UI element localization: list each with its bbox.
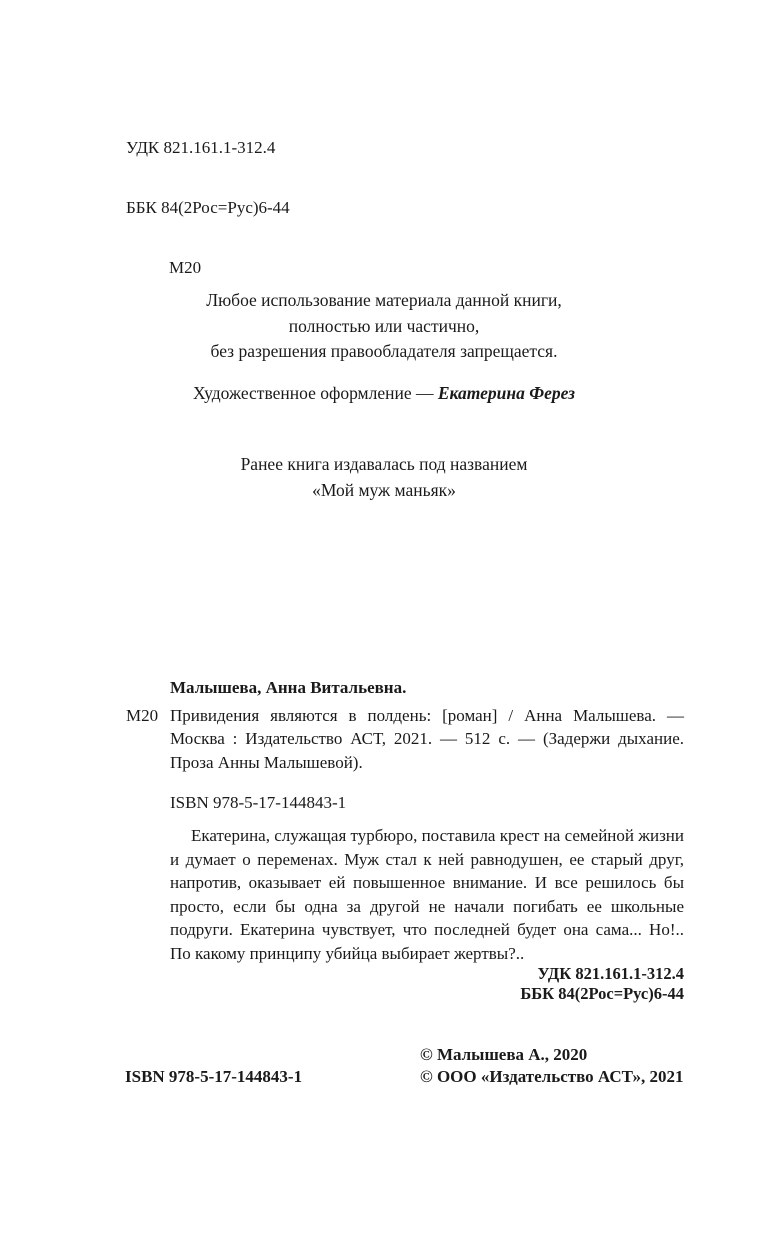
cip-description: Привидения являются в полдень: [роман] / Анна Малышева. — Москва : Издательство АСТ, 2021. — 512 с. — (Задержи дыхание. Проза Анны Малышевой). <box>170 705 684 772</box>
cip-author: Малышева, Анна Витальевна. <box>170 678 407 697</box>
former-title-note <box>0 451 768 503</box>
designer-name: Екатерина Ферез <box>437 383 575 403</box>
rights-notice-line-3: без разрешения правообладателя запрещается. <box>210 341 558 361</box>
cip-body <box>126 704 684 775</box>
cip-author-code: М20 <box>126 705 159 725</box>
udk-code-repeat: УДК 821.161.1-312.4 <box>537 964 684 983</box>
rights-notice-line-1: Любое использование материала данной книги, <box>206 290 562 310</box>
classification-block <box>126 98 290 318</box>
book-annotation: Екатерина, служащая турбюро, поставила крест на семейной жизни и думает о переменах. Муж стал к ней равнодушен, ее старый друг, напротив, оказывает ей повышенное внимание. И все решилось бы просто, если бы одна за другой не начали погибать ее школьные подруги. Екатерина чувствует, что последней будет она сама... Но!.. По какому принципу убийца выбирает жертвы?.. <box>170 826 684 963</box>
author-code: М20 <box>169 258 202 277</box>
cip-isbn: ISBN 978-5-17-144843-1 <box>170 793 347 812</box>
former-title-line-2: «Мой муж маньяк» <box>312 480 456 500</box>
footer-isbn: ISBN 978-5-17-144843-1 <box>125 1067 303 1086</box>
copyright-block <box>420 1044 684 1088</box>
design-credit <box>0 381 768 406</box>
udk-code: УДК 821.161.1-312.4 <box>126 138 276 157</box>
former-title-line-1: Ранее книга издавалась под названием <box>240 454 528 474</box>
design-credit-label: Художественное оформление — <box>193 383 438 403</box>
rights-notice-line-2: полностью или частично, <box>288 315 480 336</box>
classification-repeat-block <box>520 964 684 1004</box>
bbk-code-repeat: ББК 84(2Рос=Рус)6-44 <box>520 984 684 1003</box>
copyright-publisher: © ООО «Издательство АСТ», 2021 <box>420 1067 684 1086</box>
bbk-code: ББК 84(2Рос=Рус)6-44 <box>126 198 290 217</box>
copyright-author: © Малышева А., 2020 <box>420 1045 588 1064</box>
rights-notice <box>0 288 768 365</box>
cip-record <box>126 676 684 815</box>
